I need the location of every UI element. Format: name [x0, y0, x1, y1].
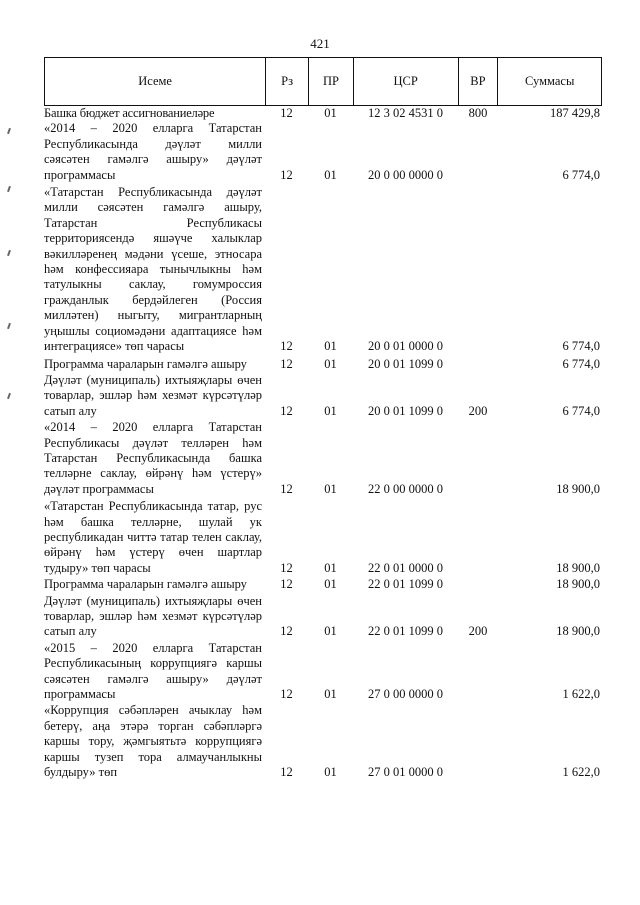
- header-name: Исеме: [138, 74, 172, 88]
- row-sum: 6 774,0: [562, 167, 600, 182]
- table-row: [44, 420, 602, 497]
- row-rz: 12: [280, 481, 293, 496]
- table-row: [44, 641, 602, 703]
- row-name: Дәүләт (муниципаль) ихтыяҗлары өчен товарлар, эшләр һәм хезмәт күрсәтүләр сатып алу: [44, 593, 262, 639]
- page-number: 421: [310, 36, 330, 51]
- header-csr: ЦСР: [353, 58, 458, 105]
- row-pr: 01: [324, 624, 337, 639]
- row-pr: 01: [324, 339, 337, 354]
- row-rz: 12: [280, 167, 293, 182]
- row-pr: 01: [324, 481, 337, 496]
- header-pr: ПР: [308, 58, 353, 105]
- margin-mark: [7, 250, 11, 256]
- row-sum: 18 900,0: [556, 624, 600, 639]
- margin-mark: [7, 186, 11, 192]
- header-sum: Суммасы: [497, 58, 601, 105]
- margin-mark: [7, 393, 11, 399]
- row-pr: 01: [324, 403, 337, 418]
- row-name: «2015 – 2020 елларга Татарстан Республикасының коррупциягә каршы сәясәтен гамәлгә ашыру» дәүләт программасы: [44, 640, 262, 702]
- row-csr: 20 0 01 0000 0: [368, 339, 443, 354]
- row-rz: 12: [280, 624, 293, 639]
- row-name: «2014 – 2020 елларга Татарстан Республикасында дәүләт милли сәясәтен гамәлгә ашыру» дәүләт программасы: [44, 121, 262, 182]
- row-rz: 12: [280, 106, 293, 120]
- row-csr: 22 0 01 1099 0: [368, 577, 443, 592]
- row-pr: 01: [324, 687, 337, 702]
- row-rz: 12: [280, 339, 293, 354]
- row-name: Программа чараларын гамәлгә ашыру: [44, 577, 247, 592]
- row-name: «2014 – 2020 елларга Татарстан Республикасы дәүләт телләрен һәм Татарстан Республикасында башка телләрне саклау, өйрәнү һәм үстерү» дәүләт программасы: [44, 420, 262, 496]
- row-name: «Коррупция сәбәпләрен ачыклау һәм бетерү, аңа этәрә торган сәбәпләргә каршы тору, җәмгыятьтә коррупциягә каршы тузеп тора алмаучанлыкны булдыру» төп: [44, 703, 262, 780]
- row-sum: 18 900,0: [556, 560, 600, 575]
- table-row: [44, 185, 602, 354]
- row-sum: 18 900,0: [556, 481, 600, 496]
- table-row: [44, 106, 602, 121]
- budget-table: [44, 57, 602, 780]
- row-name: «Татарстан Республикасында татар, рус һәм башка телләрне, шулай ук республикадан читтә татар телен саклау, өйрәнү һәм үстерү өчен шартлар тудыру» төп чарасы: [44, 499, 262, 575]
- row-csr: 22 0 01 0000 0: [368, 560, 443, 575]
- row-sum: 18 900,0: [556, 577, 600, 592]
- row-vr: 200: [468, 403, 488, 418]
- row-rz: 12: [280, 356, 293, 371]
- row-name: Программа чараларын гамәлгә ашыру: [44, 356, 247, 371]
- row-sum: 6 774,0: [562, 339, 600, 354]
- table-body: [44, 106, 602, 780]
- row-csr: 22 0 00 0000 0: [368, 481, 443, 496]
- row-csr: 20 0 01 1099 0: [368, 403, 443, 418]
- row-sum: 6 774,0: [562, 356, 600, 371]
- row-pr: 01: [324, 106, 337, 120]
- row-pr: 01: [324, 765, 337, 780]
- row-csr: 27 0 00 0000 0: [368, 687, 443, 702]
- margin-mark: [7, 128, 11, 134]
- row-name: «Татарстан Республикасында дәүләт милли сәясәтен гамәлгә ашыру, Татарстан Республикасы территориясендә яшәүче халыклар вәкилләренең мәдәни үсеше, этносара һәм конфессияара тынычлыкны һәм татулыкны саклау, гомумроссия гражданлык бердәйлеген (Россия милләтен) ныгыту, мигрантларның уңышлы социомәдәни адаптациясе һәм интеграциясе» төп чарасы: [44, 185, 262, 354]
- row-csr: 20 0 00 0000 0: [368, 167, 443, 182]
- row-rz: 12: [280, 765, 293, 780]
- table-row: [44, 577, 602, 592]
- row-rz: 12: [280, 687, 293, 702]
- row-csr: 20 0 01 1099 0: [368, 356, 443, 371]
- row-vr: 200: [468, 624, 488, 639]
- row-csr: 22 0 01 1099 0: [368, 624, 443, 639]
- row-pr: 01: [324, 356, 337, 371]
- table-row: [44, 594, 602, 640]
- row-csr: 27 0 01 0000 0: [368, 765, 443, 780]
- row-rz: 12: [280, 403, 293, 418]
- row-csr: 12 3 02 4531 0: [368, 106, 443, 120]
- margin-mark: [7, 323, 11, 329]
- row-sum: 6 774,0: [562, 403, 600, 418]
- row-rz: 12: [280, 577, 293, 592]
- row-sum: 1 622,0: [562, 765, 600, 780]
- table-row: [44, 499, 602, 576]
- table-row: [44, 703, 602, 780]
- row-name: Башка бюджет ассигнованиеләре: [44, 106, 215, 120]
- row-name: Дәүләт (муниципаль) ихтыяҗлары өчен товарлар, эшләр һәм хезмәт күрсәтүләр сатып алу: [44, 372, 262, 418]
- header-vr: ВР: [458, 58, 498, 105]
- row-pr: 01: [324, 560, 337, 575]
- row-vr: 800: [468, 106, 488, 120]
- row-pr: 01: [324, 577, 337, 592]
- table-row: [44, 121, 602, 183]
- row-rz: 12: [280, 560, 293, 575]
- header-rz: Рз: [265, 58, 308, 105]
- row-sum: 187 429,8: [550, 106, 600, 120]
- row-sum: 1 622,0: [562, 687, 600, 702]
- table-row: [44, 357, 602, 372]
- table-header: [44, 57, 602, 106]
- row-pr: 01: [324, 167, 337, 182]
- table-row: [44, 373, 602, 419]
